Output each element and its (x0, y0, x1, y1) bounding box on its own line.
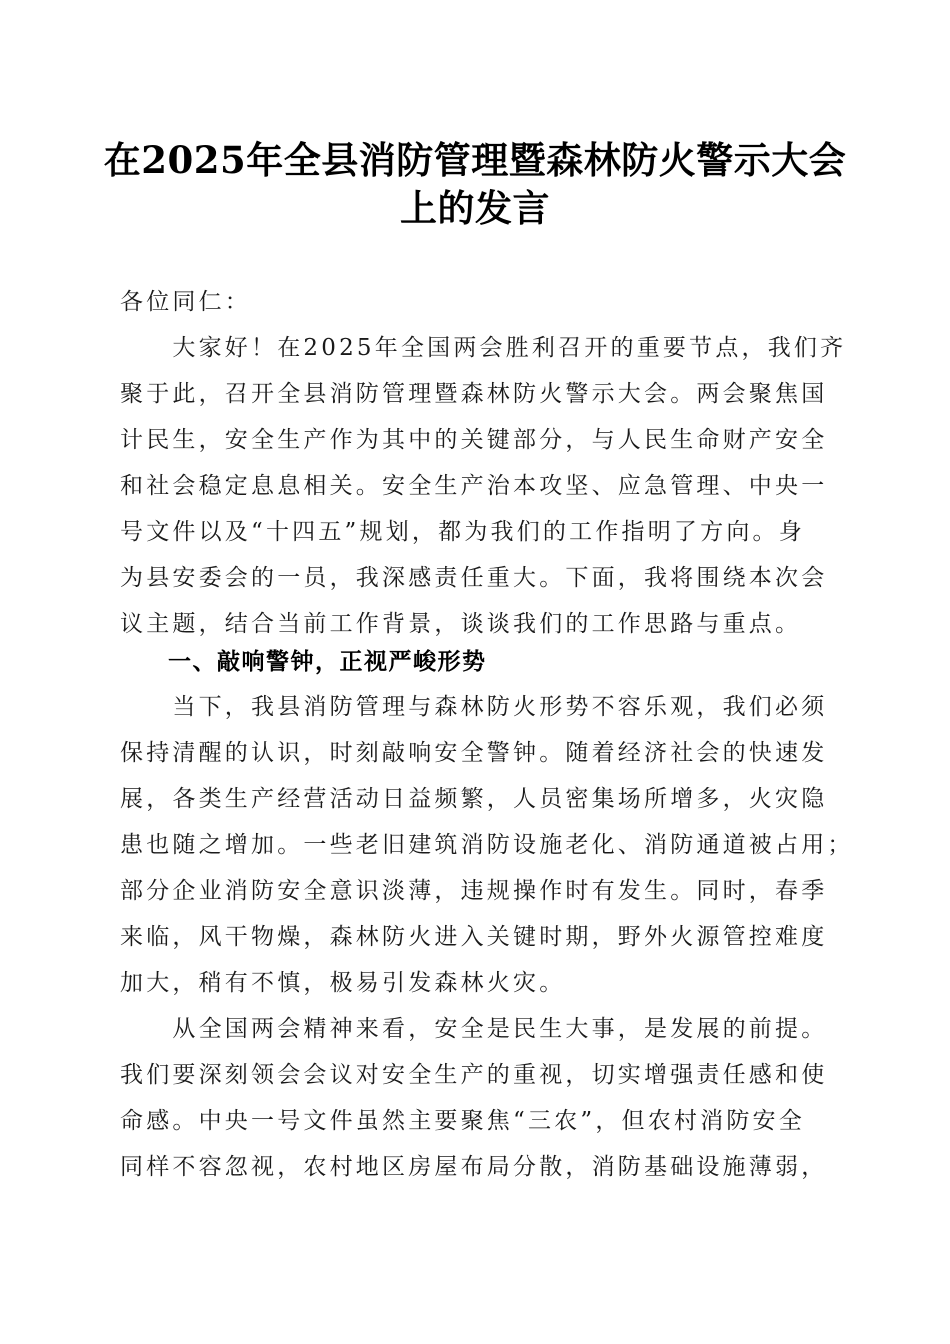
paragraph-line: 号文件以及“十四五”规划，都为我们的工作指明了方向。身 (120, 519, 805, 545)
paragraph-line: 加大，稍有不慎，极易引发森林火灾。 (120, 970, 566, 996)
document-title-line-2: 上的发言 (400, 186, 550, 230)
paragraph-line: 命感。中央一号文件虽然主要聚焦“三农”，但农村消防安全 (120, 1108, 805, 1134)
paragraph-line: 从全国两会精神来看，安全是民生大事，是发展的前提。 (120, 1016, 828, 1042)
paragraph-line: 患也随之增加。一些老旧建筑消防设施老化、消防通道被占用； (120, 832, 854, 858)
paragraph-line: 来临，风干物燥，森林防火进入关键时期，野外火源管控难度 (120, 924, 828, 950)
paragraph-line: 聚于此，召开全县消防管理暨森林防火警示大会。两会聚焦国 (120, 381, 828, 407)
paragraph-line: 我们要深刻领会会议对安全生产的重视，切实增强责任感和使 (120, 1062, 828, 1088)
paragraph-line: 展，各类生产经营活动日益频繁，人员密集场所增多，火灾隐 (120, 786, 828, 812)
greeting: 各位同仁： (120, 289, 251, 315)
paragraph-line: 为县安委会的一员，我深感责任重大。下面，我将围绕本次会 (120, 565, 828, 591)
paragraph-line: 保持清醒的认识，时刻敲响安全警钟。随着经济社会的快速发 (120, 740, 828, 766)
paragraph-line: 议主题，结合当前工作背景，谈谈我们的工作思路与重点。 (120, 611, 802, 637)
paragraph-line: 大家好！在2025年全国两会胜利召开的重要节点，我们齐 (120, 335, 847, 361)
paragraph-line: 当下，我县消防管理与森林防火形势不容乐观，我们必须 (120, 694, 828, 720)
paragraph-line: 同样不容忽视，农村地区房屋布局分散，消防基础设施薄弱， (120, 1154, 828, 1180)
paragraph-line: 部分企业消防安全意识淡薄，违规操作时有发生。同时，春季 (120, 878, 828, 904)
paragraph-line: 计民生，安全生产作为其中的关键部分，与人民生命财产安全 (120, 427, 828, 453)
section-heading: 一、敲响警钟，正视严峻形势 (168, 649, 487, 675)
document-title-line-1: 在2025年全县消防管理暨森林防火警示大会 (103, 138, 847, 182)
paragraph-line: 和社会稳定息息相关。安全生产治本攻坚、应急管理、中央一 (120, 473, 828, 499)
